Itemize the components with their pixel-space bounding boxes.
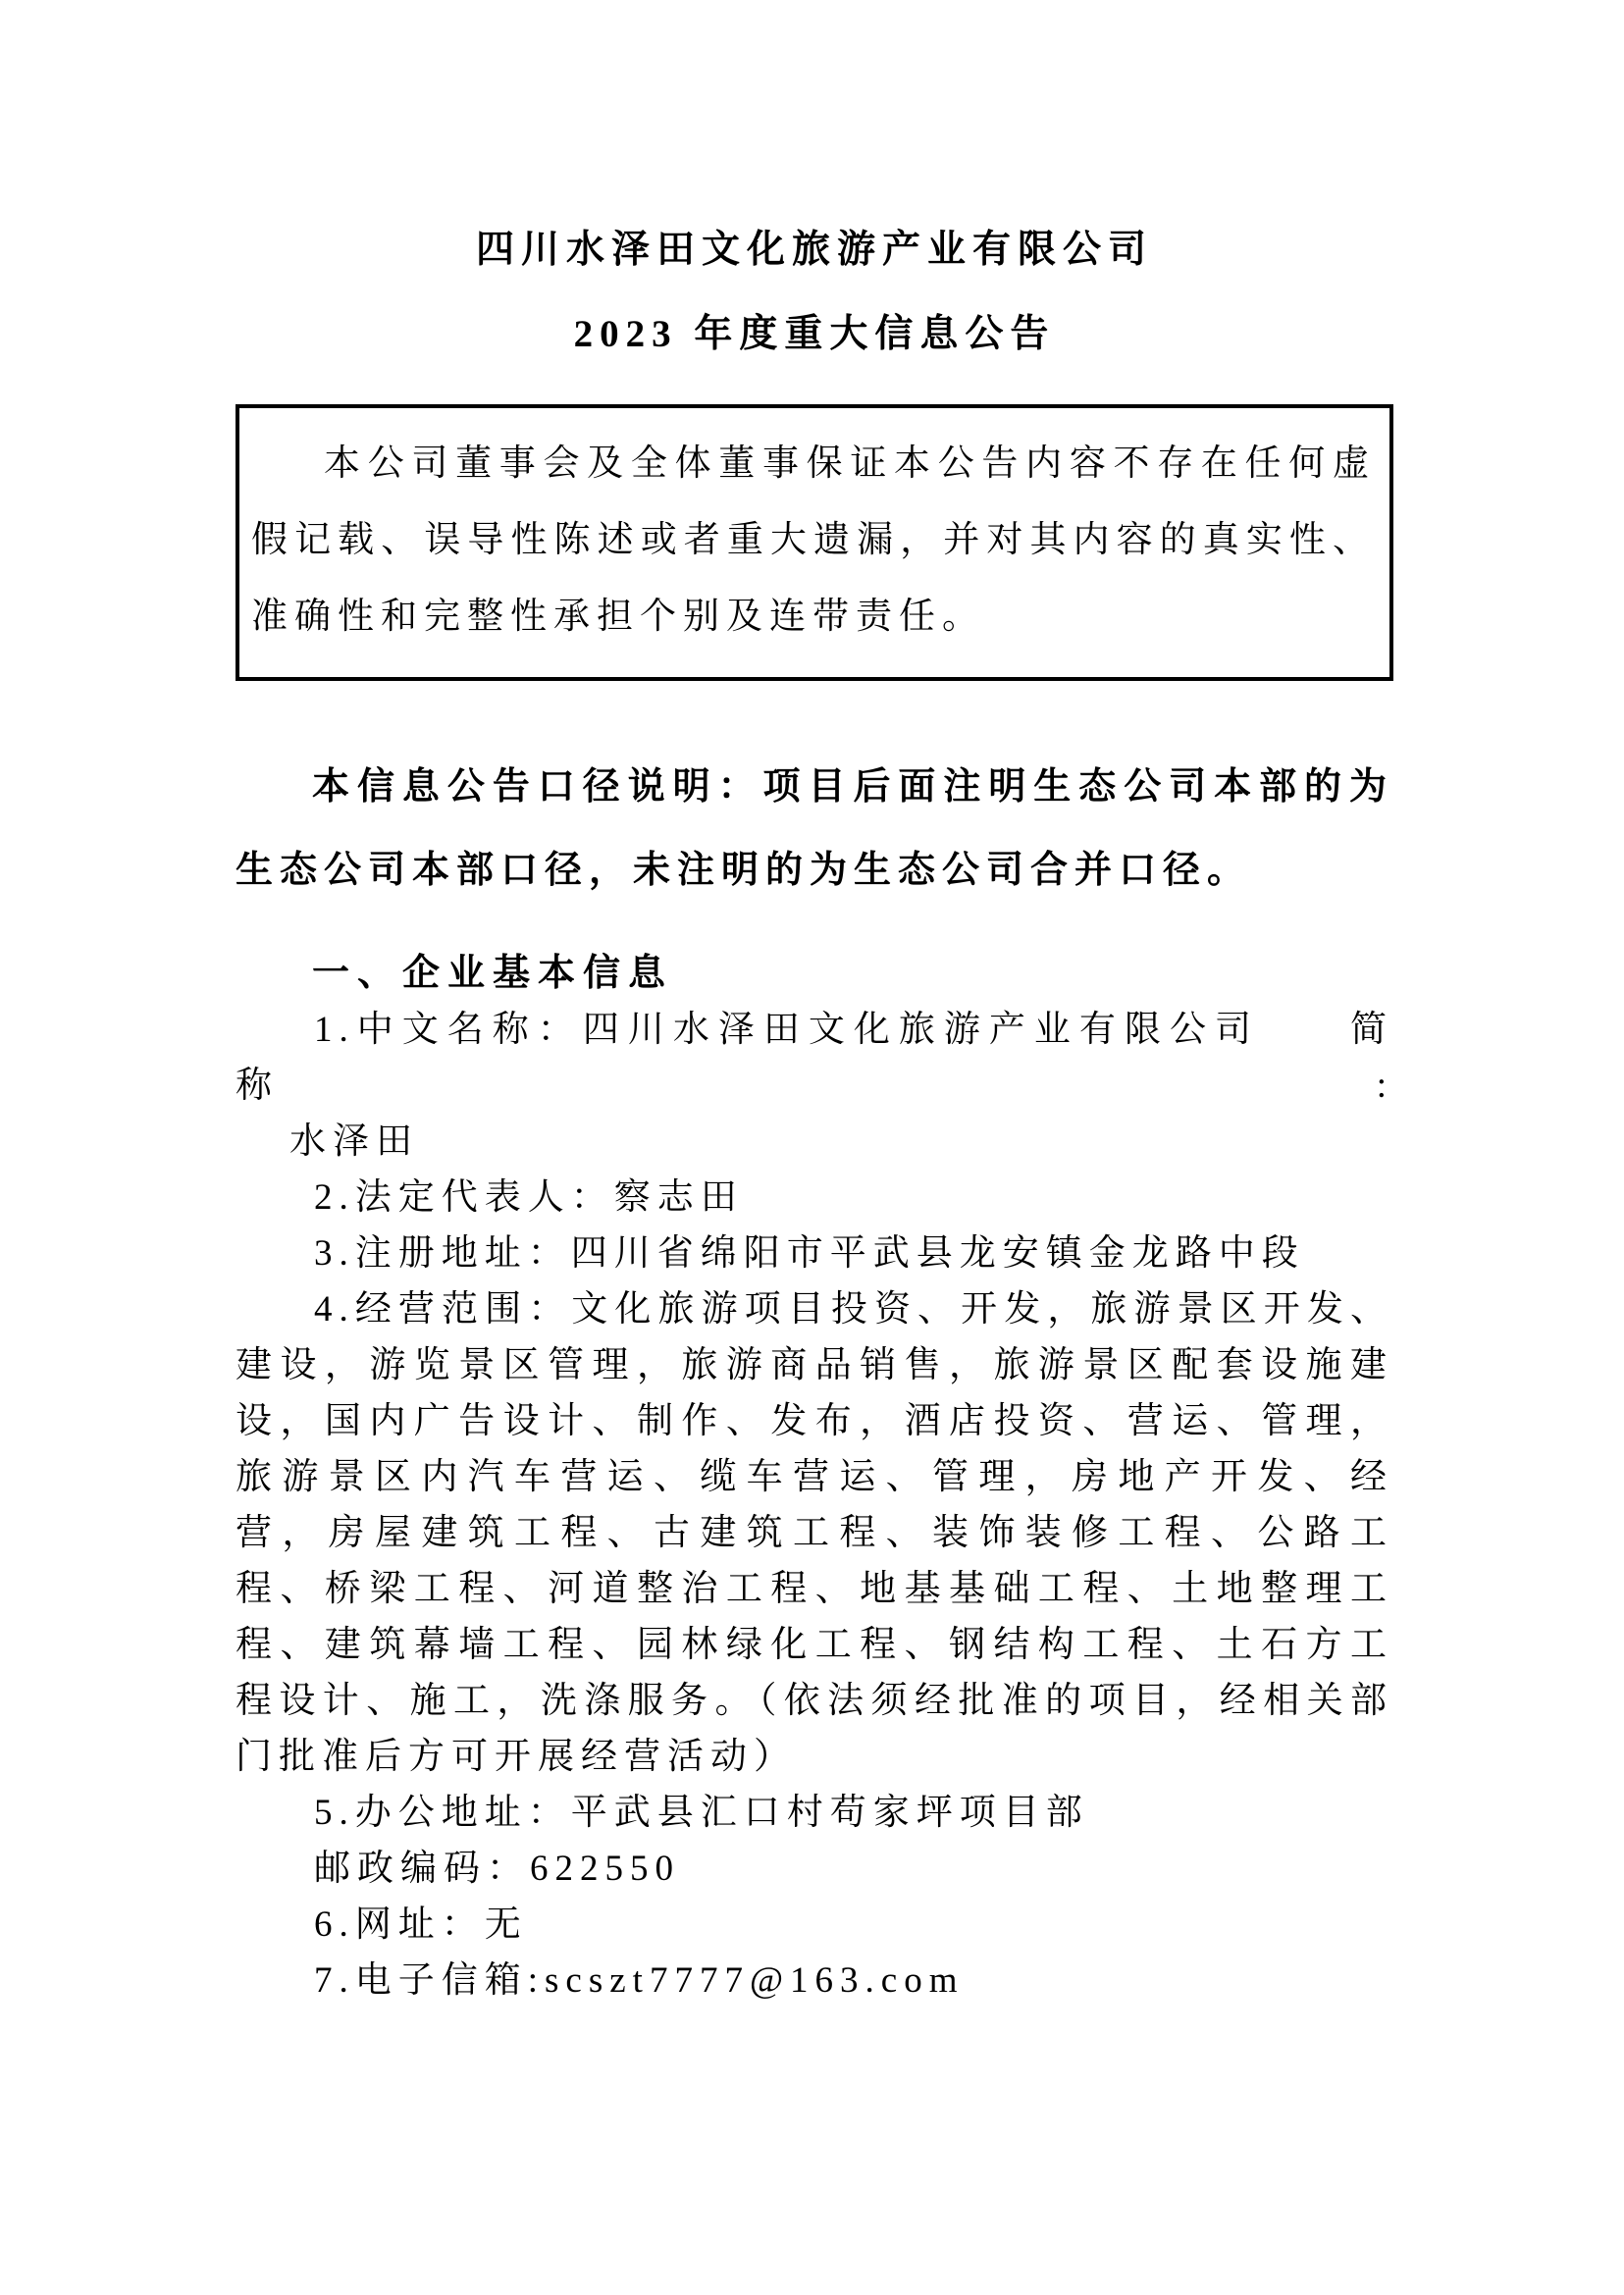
item-registered-address: 3.注册地址：四川省绵阳市平武县龙安镇金龙路中段: [314, 1233, 1305, 1274]
board-disclaimer-box: [236, 404, 1393, 681]
item-chinese-name-line1: 1.中文名称：四川水泽田文化旅游产业有限公司 简称:: [236, 1010, 1393, 1106]
board-disclaimer-text: 本公司董事会及全体董事保证本公告内容不存在任何虚假记载、误导性陈述或者重大遗漏，并对其内容的真实性、准确性和完整性承担个别及连带责任。: [251, 443, 1376, 637]
section-heading-basic-info: 一、企业基本信息: [312, 953, 674, 994]
item-website: 6.网址：无: [314, 1904, 528, 1945]
item-legal-representative: 2.法定代表人：察志田: [314, 1177, 744, 1218]
item-email: 7.电子信箱:scszt7777@163.com: [314, 1960, 965, 2001]
item-postal-code: 邮政编码：622550: [314, 1849, 680, 1889]
announcement-title: 2023 年度重大信息公告: [573, 313, 1056, 355]
company-title: 四川水泽田文化旅游产业有限公司: [475, 229, 1153, 271]
item-chinese-name-line2: 水泽田: [289, 1121, 419, 1162]
item-business-scope: 4.经营范围：文化旅游项目投资、开发，旅游景区开发、建设，游览景区管理，旅游商品销售，旅游景区配套设施建设，国内广告设计、制作、发布，酒店投资、营运、管理，旅游景区内汽车营运、缆车营运、管理，房地产开发、经营，房屋建筑工程、古建筑工程、装饰装修工程、公路工程、桥梁工程、河道整治工程、地基基础工程、土地整理工程、建筑幕墙工程、园林绿化工程、钢结构工程、土石方工程设计、施工，洗涤服务。（依法须经批准的项目，经相关部门批准后方可开展经营活动）: [236, 1289, 1393, 1777]
item-office-address: 5.办公地址：平武县汇口村苟家坪项目部: [314, 1793, 1089, 1833]
scope-note: 本信息公告口径说明：项目后面注明生态公司本部的为生态公司本部口径，未注明的为生态公司合并口径。: [236, 766, 1393, 891]
